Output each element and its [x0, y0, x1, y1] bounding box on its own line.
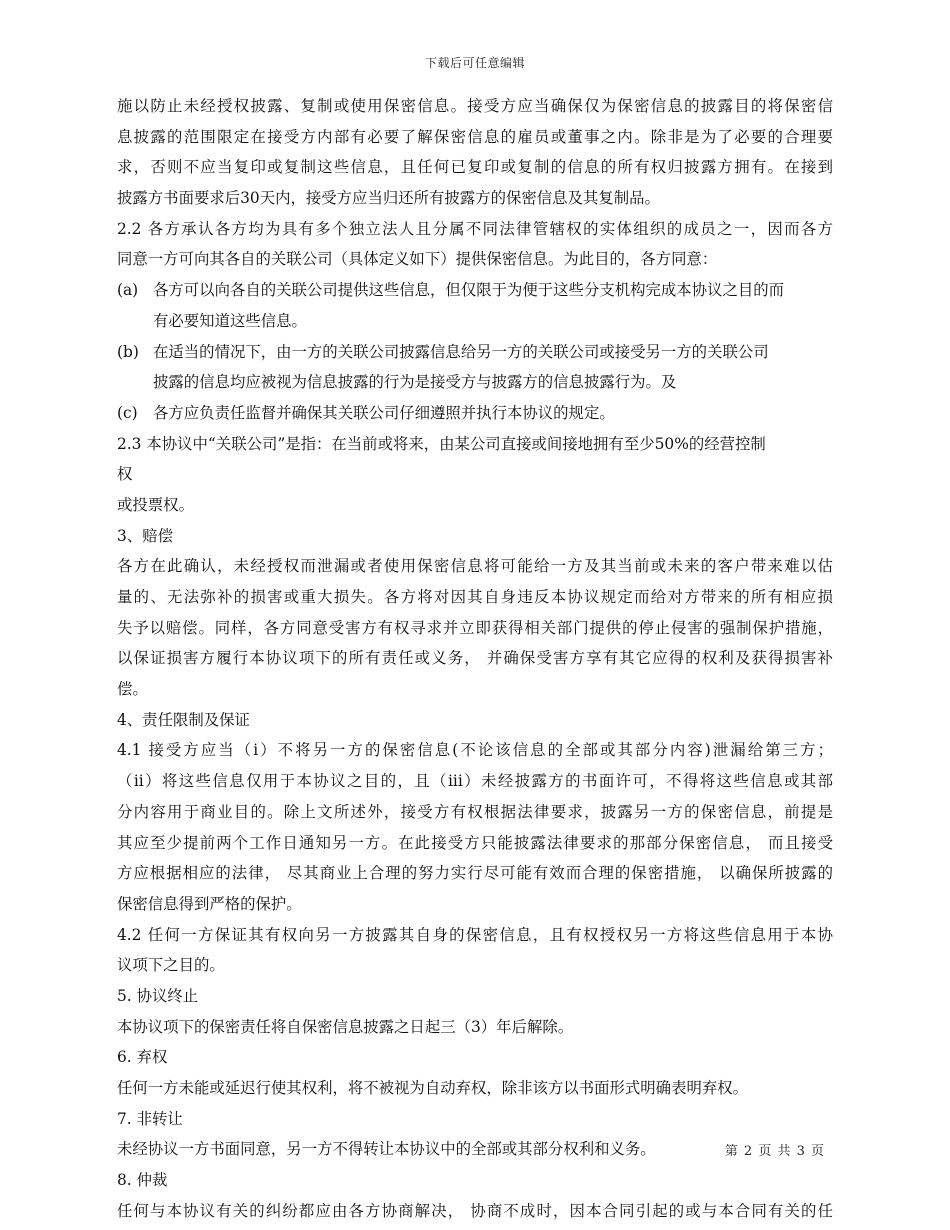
line-text: 保密信息得到严格的保护。 [117, 894, 302, 913]
text-line [117, 613, 833, 644]
text-line [117, 152, 833, 183]
line-text: 有必要知道这些信息。 [153, 311, 307, 330]
line-text: 其应至少提前两个工作日通知另一方。在此接受方只能披露法律要求的那部分保密信息， 而且接受 [117, 833, 833, 852]
line-text: 在适当的情况下，由一方的关联公司披露信息给另一方的关联公司或接受另一方的关联公司 [153, 342, 769, 361]
text-line [117, 889, 833, 920]
line-text: 息披露的范围限定在接受方内部有必要了解保密信息的雇员或董事之内。除非是为了必要的合理要 [117, 127, 833, 146]
line-text: 任何与本协议有关的纠纷都应由各方协商解决， 协商不成时，因本合同引起的或与本合同有关的任 [117, 1201, 833, 1220]
text-line [117, 367, 833, 398]
line-text: （ii）将这些信息仅用于本协议之目的，且（iii）未经披露方的书面许可，不得将这些信息或其部 [117, 772, 833, 791]
line-text: 4.2 任何一方保证其有权向另一方披露其自身的保密信息，且有权授权另一方将这些信息用于本协 [117, 925, 833, 944]
line-text: 偿。 [117, 680, 148, 699]
text-line [117, 1104, 833, 1135]
text-line [117, 521, 833, 552]
text-line [117, 1165, 833, 1196]
text-line [117, 920, 833, 951]
line-text: 各方在此确认，未经授权而泄漏或者使用保密信息将可能给一方及其当前或未来的客户带来难以估 [117, 557, 833, 576]
text-line [117, 1196, 833, 1227]
line-text: 2.3 本协议中“关联公司”是指：在当前或将来，由某公司直接或间接地拥有至少50%的经营控制 [117, 434, 766, 453]
line-text: 4.1 接受方应当（i）不将另一方的保密信息(不论该信息的全部或其部分内容)泄漏给第三方； [117, 741, 833, 760]
text-line [117, 306, 833, 337]
text-line [117, 858, 833, 889]
line-text: 各方可以向各自的关联公司提供这些信息，但仅限于为便于这些分支机构完成本协议之目的而 [153, 281, 785, 300]
line-text: 5. 协议终止 [117, 986, 199, 1005]
list-item-label: (c) [117, 403, 138, 422]
text-line [117, 244, 833, 275]
text-line [117, 1042, 833, 1073]
line-text: 分内容用于商业目的。除上文所述外，接受方有权根据法律要求，披露另一方的保密信息，前提是 [117, 802, 833, 821]
line-text: 求，否则不应当复印或复制这些信息，且任何已复印或复制的信息的所有权归披露方拥有。在接到 [117, 158, 833, 177]
line-text: 本协议项下的保密责任将自保密信息披露之日起三（3）年后解除。 [117, 1017, 574, 1036]
text-line [117, 91, 833, 122]
text-line [117, 337, 833, 368]
line-text: 3、赔偿 [117, 526, 173, 545]
text-line [117, 981, 833, 1012]
line-text: 量的、无法弥补的损害或重大损失。各方将对因其自身违反本协议规定而给对方带来的所有相应损 [117, 588, 833, 606]
page-number-footer: 第 2 页 共 3 页 [724, 1144, 824, 1159]
list-item-label: (b) [117, 342, 139, 361]
line-text: 披露方书面要求后30天内，接受方应当归还所有披露方的保密信息及其复制品。 [117, 189, 660, 208]
text-line [117, 459, 833, 490]
line-text: 以保证损害方履行本协议项下的所有责任或义务， 并确保受害方享有其它应得的权利及获得损害补 [117, 649, 833, 668]
line-text: 披露的信息均应被视为信息披露的行为是接受方与披露方的信息披露行为。及 [153, 373, 677, 392]
list-item-label: (a) [117, 281, 139, 300]
line-text: 或投票权。 [117, 495, 194, 514]
text-line [117, 490, 833, 521]
text-line [117, 183, 833, 214]
line-text: 6. 弃权 [117, 1048, 168, 1067]
text-line [117, 398, 833, 429]
text-line [117, 275, 833, 306]
text-line [117, 643, 833, 674]
line-text: 同意一方可向其各自的关联公司（具体定义如下）提供保密信息。为此目的，各方同意： [117, 250, 718, 269]
text-line [117, 429, 833, 460]
text-line [117, 797, 833, 828]
line-text: 未经协议一方书面同意，另一方不得转让本协议中的全部或其部分权利和义务。 [117, 1140, 656, 1159]
text-line [117, 705, 833, 736]
text-line [117, 766, 833, 797]
text-line [117, 828, 833, 859]
text-line [117, 551, 833, 582]
line-text: 各方应负责任监督并确保其关联公司仔细遵照并执行本协议的规定。 [153, 403, 615, 422]
line-text: 任何一方未能或延迟行使其权利，将不被视为自动弃权，除非该方以书面形式明确表明弃权。 [117, 1079, 749, 1097]
text-line [117, 1073, 833, 1104]
line-text: 2.2 各方承认各方均为具有多个独立法人且分属不同法律管辖权的实体组织的成员之一，因而各方 [117, 219, 833, 238]
text-line [117, 214, 833, 245]
document-body [117, 91, 833, 1226]
line-text: 权 [117, 465, 133, 484]
text-line [117, 735, 833, 766]
line-text: 方应根据相应的法律， 尽其商业上合理的努力实行尽可能有效而合理的保密措施， 以确保所披露的 [117, 864, 833, 883]
page-header: 下载后可任意编辑 [424, 56, 525, 70]
line-text: 议项下之目的。 [117, 956, 225, 975]
text-line [117, 674, 833, 705]
text-line [117, 582, 833, 613]
line-text: 7. 非转让 [117, 1109, 183, 1128]
text-line [117, 950, 833, 981]
line-text: 4、责任限制及保证 [117, 710, 250, 729]
line-text: 8. 仲裁 [117, 1171, 168, 1190]
text-line [117, 1012, 833, 1043]
line-text: 失予以赔偿。同样，各方同意受害方有权寻求并立即获得相关部门提供的停止侵害的强制保护措施， [117, 618, 833, 637]
text-line [117, 122, 833, 153]
line-text: 施以防止未经授权披露、复制或使用保密信息。接受方应当确保仅为保密信息的披露目的将保密信 [117, 97, 833, 115]
